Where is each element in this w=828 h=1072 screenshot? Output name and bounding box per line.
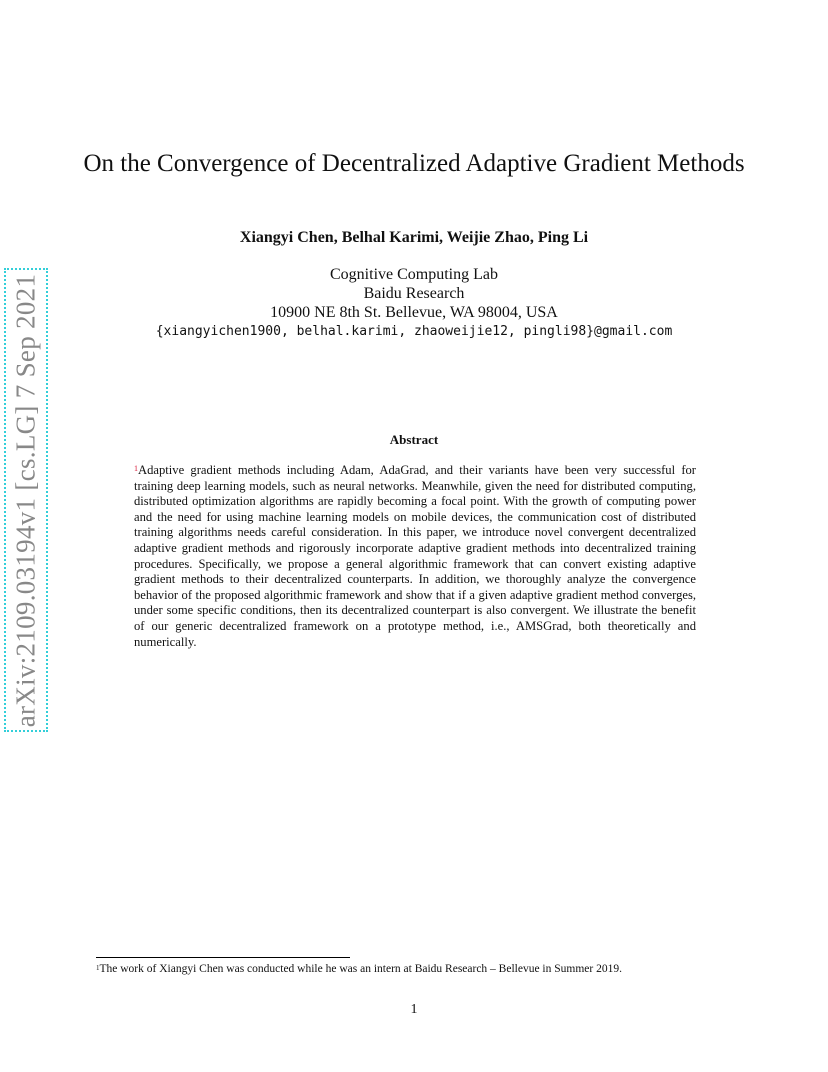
footnote-link[interactable]: 1 [134, 464, 138, 473]
footnote-divider [96, 957, 350, 958]
affiliation-org: Baidu Research [363, 285, 465, 302]
footnote-mark: 1 [96, 964, 100, 972]
footnote-text: The work of Xiangyi Chen was conducted while he was an intern at Baidu Research – Bellevue in Summer 2019. [99, 963, 622, 975]
footnote [96, 962, 756, 976]
arxiv-identifier: arXiv:2109.03194v1 [cs.LG] 7 Sep 2021 [10, 273, 41, 727]
abstract-body [134, 463, 696, 650]
affiliation-lab: Cognitive Computing Lab [330, 266, 498, 283]
paper-title: On the Convergence of Decentralized Adaptive Gradient Methods [83, 150, 745, 177]
affiliation-address: 10900 NE 8th St. Bellevue, WA 98004, USA [270, 304, 558, 321]
author-emails[interactable]: {xiangyichen1900, belhal.karimi, zhaoweijie12, pingli98}@gmail.com [155, 324, 673, 339]
affiliation-block [0, 265, 828, 341]
abstract-heading: Abstract [389, 432, 439, 447]
abstract-text: Adaptive gradient methods including Adam, AdaGrad, and their variants have been very successful for training deep learning models, such as neural networks. Meanwhile, given the need for distributed computing, distributed optimization algorithms are rapidly becoming a focal point. With the growth of computing power and the need for using machine learning models on mobile devices, the communication cost of distributed training algorithms needs careful consideration. In this paper, we introduce novel convergent decentralized adaptive gradient methods and rigorously incorporate adaptive gradient methods into decentralized training procedures. Specifically, we propose a general algorithmic framework that can convert existing adaptive gradient methods to their decentralized counterparts. In addition, we thoroughly analyze the convergence behavior of the proposed algorithmic framework and show that if a given adaptive gradient method converges, under some specific conditions, then its decentralized counterpart is also convergent. We illustrate the benefit of our generic decentralized framework on a prototype method, i.e., AMSGrad, both theoretically and numerically. [134, 463, 696, 649]
author-list: Xiangyi Chen, Belhal Karimi, Weijie Zhao, Ping Li [239, 229, 589, 246]
page-number: 1 [410, 1002, 418, 1017]
